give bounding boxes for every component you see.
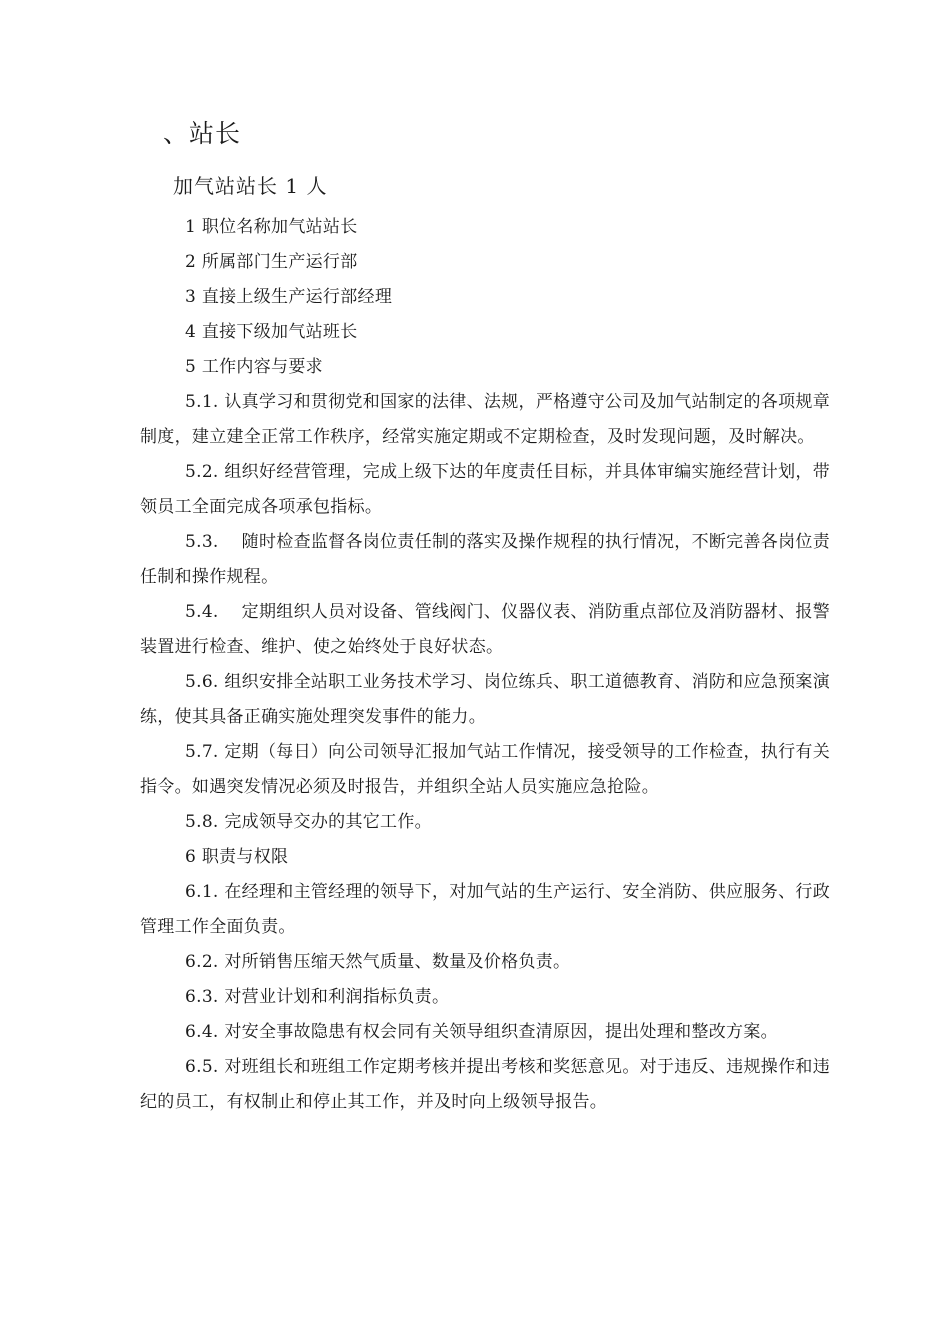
paragraph-5-8: 5.8. 完成领导交办的其它工作。 [185,812,432,832]
paragraph-5-6: 5.6. 组织安排全站职工业务技术学习、岗位练兵、职工道德教育、消防和应急预案演练，使其具备正确实施处理突发事件的能力。 [140,672,830,727]
paragraph-5-1: 5.1. 认真学习和贯彻党和国家的法律、法规，严格遵守公司及加气站制定的各项规章制度，建立建全正常工作秩序，经常实施定期或不定期检查，及时发现问题，及时解决。 [140,392,830,447]
paragraph-5-4: 5.4. 定期组织人员对设备、管线阀门、仪器仪表、消防重点部位及消防器材、报警装置进行检查、维护、使之始终处于良好状态。 [140,602,830,657]
document-body [140,210,830,1120]
position-title: 加气站站长 1 人 [173,174,328,198]
section-heading: 、站长 [163,119,242,148]
paragraph-direct-subordinate: 4 直接下级加气站班长 [185,322,358,342]
paragraph-direct-superior: 3 直接上级生产运行部经理 [185,287,393,307]
paragraph-work-content-heading: 5 工作内容与要求 [185,357,323,377]
paragraph-6-1: 6.1. 在经理和主管经理的领导下，对加气站的生产运行、安全消防、供应服务、行政管理工作全面负责。 [140,882,830,937]
paragraph-6-5: 6.5. 对班组长和班组工作定期考核并提出考核和奖惩意见。对于违反、违规操作和违纪的员工，有权制止和停止其工作，并及时向上级领导报告。 [140,1057,830,1112]
paragraph-5-2: 5.2. 组织好经营管理，完成上级下达的年度责任目标，并具体审编实施经营计划，带领员工全面完成各项承包指标。 [140,462,830,517]
paragraph-position-name: 1 职位名称加气站站长 [185,217,358,237]
paragraph-6-3: 6.3. 对营业计划和利润指标负责。 [185,987,450,1007]
paragraph-5-3: 5.3. 随时检查监督各岗位责任制的落实及操作规程的执行情况，不断完善各岗位责任制和操作规程。 [140,532,830,587]
paragraph-5-7: 5.7. 定期（每日）向公司领导汇报加气站工作情况，接受领导的工作检查，执行有关指令。如遇突发情况必须及时报告，并组织全站人员实施应急抢险。 [140,742,830,797]
paragraph-6-4: 6.4. 对安全事故隐患有权会同有关领导组织查清原因，提出处理和整改方案。 [185,1022,778,1042]
paragraph-6-2: 6.2. 对所销售压缩天然气质量、数量及价格负责。 [185,952,571,972]
paragraph-duties-heading: 6 职责与权限 [185,847,289,867]
paragraph-department: 2 所属部门生产运行部 [185,252,358,272]
